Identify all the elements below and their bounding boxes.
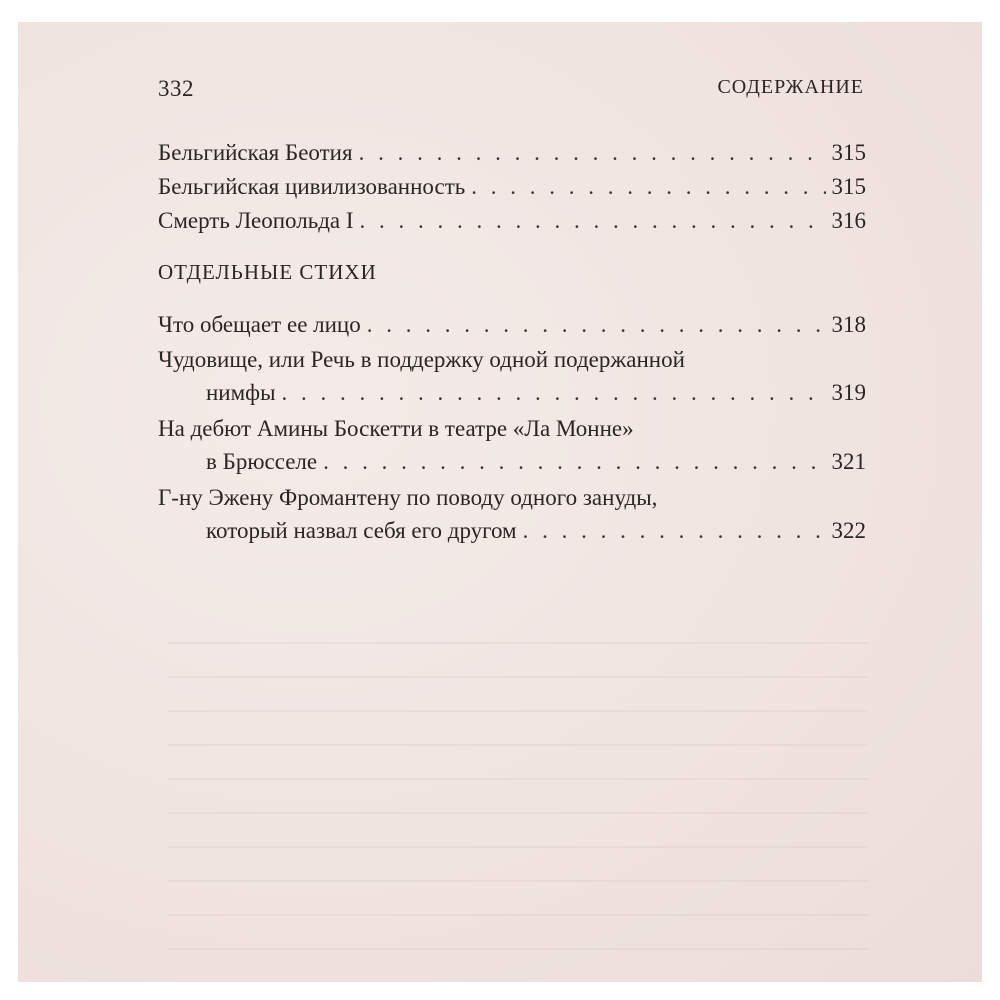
toc-entry-page: 322 xyxy=(831,518,866,543)
leader-dots xyxy=(359,140,826,166)
section-heading: ОТДЕЛЬНЫЕ СТИХИ xyxy=(158,260,377,284)
toc-entry xyxy=(158,140,866,172)
toc-entry-title: Что обещает ее лицо xyxy=(158,312,361,337)
show-through-text xyxy=(168,642,868,972)
toc-entry-title-cont: который назвал себя его другом xyxy=(206,518,517,543)
toc-entry-line1 xyxy=(158,416,866,448)
toc-entry xyxy=(158,312,866,344)
toc-entry-title: На дебют Амины Боскетти в театре «Ла Монне» xyxy=(158,416,634,441)
running-title: СОДЕРЖАНИЕ xyxy=(717,76,864,98)
toc-entry-page: 321 xyxy=(831,449,866,474)
leader-dots xyxy=(323,449,825,475)
leader-dots xyxy=(360,208,826,234)
leader-dots xyxy=(282,380,826,406)
toc-entry-title: Бельгийская цивилизованность xyxy=(158,174,466,199)
toc-entry-page: 319 xyxy=(831,380,866,405)
leader-dots xyxy=(523,518,826,544)
page-number: 332 xyxy=(158,76,194,101)
toc-entry-title-cont: в Брюсселе xyxy=(206,449,318,474)
toc-entry-page: 318 xyxy=(831,312,866,337)
toc-entry xyxy=(158,208,866,240)
toc-entry xyxy=(158,174,866,206)
toc-entry-line2 xyxy=(206,518,866,550)
toc-entry-line2 xyxy=(206,380,866,412)
toc-entry-page: 315 xyxy=(831,140,866,165)
toc-entry-title-cont: нимфы xyxy=(206,380,276,405)
toc-entry-page: 315 xyxy=(831,174,866,199)
toc-entry-title: Г-ну Эжену Фромантену по поводу одного зануды, xyxy=(158,485,658,510)
book-page xyxy=(18,22,982,982)
leader-dots xyxy=(471,174,825,200)
toc-entry-line1 xyxy=(158,347,866,379)
toc-entry-title: Смерть Леопольда I xyxy=(158,208,354,233)
toc-entry-title: Бельгийская Беотия xyxy=(158,140,353,165)
toc-entry-page: 316 xyxy=(831,208,866,233)
toc-entry-line2 xyxy=(206,449,866,481)
toc-entry-line1 xyxy=(158,485,866,517)
leader-dots xyxy=(367,312,826,338)
toc-entry-title: Чудовище, или Речь в поддержку одной подержанной xyxy=(158,347,685,372)
